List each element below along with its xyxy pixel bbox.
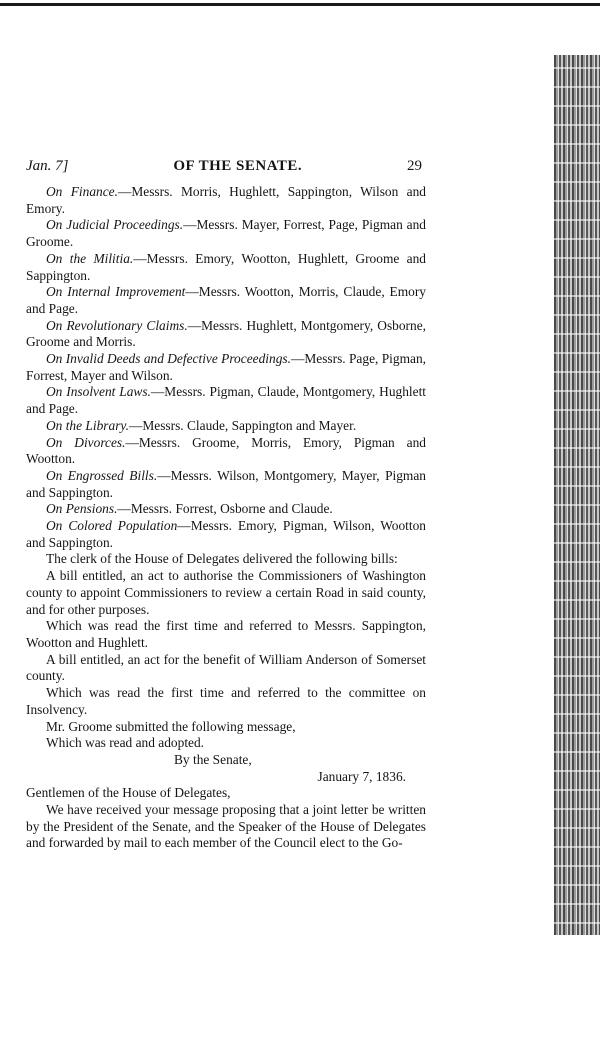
page-body: [26, 184, 426, 852]
committee-label: On the Militia.: [46, 250, 134, 266]
committee-entry: [26, 251, 426, 284]
committee-label: On Colored Population: [46, 518, 178, 534]
message-paragraph: We have received your message proposing that a joint letter be written by the President of the Senate, and the Speaker of the House of Delegates and forwarded by mail to each member of the Council elect to the Go-: [26, 802, 426, 851]
book-page: [26, 158, 426, 852]
header-date: Jan. 7]: [26, 158, 69, 174]
page-number: 29: [407, 158, 422, 174]
salutation: Gentlemen of the House of Delegates,: [26, 785, 231, 801]
committee-members: —Messrs. Hughlett, Montgomery, Osborne, Groome and Morris.: [26, 317, 426, 350]
date-line: January 7, 1836.: [317, 768, 406, 784]
committee-label: On Engrossed Bills.: [46, 467, 158, 483]
clerk-paragraph: The clerk of the House of Delegates delivered the following bills:: [46, 551, 398, 567]
committee-members: —Messrs. Emory, Wootton, Hughlett, Groome and Sappington.: [26, 250, 426, 283]
committee-label: On the Library.: [46, 417, 129, 433]
committee-entry: [26, 384, 426, 417]
committee-entry: [26, 351, 426, 384]
motion-paragraph: Mr. Groome submitted the following message,: [46, 718, 296, 734]
committee-label: On Insolvent Laws.: [46, 384, 151, 400]
committee-entry: [26, 284, 426, 317]
committee-members: —Messrs. Wootton, Morris, Claude, Emory and Page.: [26, 284, 426, 316]
referral-paragraph: Which was read the first time and referred to the committee on Insolvency.: [26, 685, 426, 717]
committee-members: —Messrs. Morris, Hughlett, Sappington, Wilson and Emory.: [26, 184, 427, 216]
committee-members: —Messrs. Page, Pigman, Forrest, Mayer and Wilson.: [26, 351, 426, 383]
adopted-paragraph: Which was read and adopted.: [46, 735, 205, 751]
committee-members: —Messrs. Groome, Morris, Emory, Pigman and Wootton.: [26, 434, 426, 467]
committee-label: On Invalid Deeds and Defective Proceedings.: [46, 351, 291, 367]
committee-members: —Messrs. Mayer, Forrest, Page, Pigman and Groome.: [26, 217, 427, 250]
committee-label: On Pensions.: [46, 501, 118, 517]
bill-paragraph: A bill entitled, an act for the benefit of William Anderson of Somerset county.: [26, 651, 426, 684]
committee-members: —Messrs. Forrest, Osborne and Claude.: [117, 501, 333, 517]
committee-members: —Messrs. Emory, Pigman, Wilson, Wootton and Sappington.: [26, 518, 426, 550]
header-title: OF THE SENATE.: [173, 158, 303, 174]
committee-entry: [26, 184, 426, 217]
committee-members: —Messrs. Pigman, Claude, Montgomery, Hughlett and Page.: [26, 384, 427, 417]
committee-entry: [26, 217, 426, 250]
committee-entry: [26, 518, 426, 551]
committee-entry: [26, 318, 426, 351]
committee-label: On Revolutionary Claims.: [46, 317, 188, 333]
signoff-line: By the Senate,: [174, 751, 252, 767]
committee-label: On Judicial Proceedings.: [46, 217, 184, 233]
committee-members: —Messrs. Claude, Sappington and Mayer.: [128, 417, 357, 433]
committee-members: —Messrs. Wilson, Montgomery, Mayer, Pigman and Sappington.: [26, 467, 426, 500]
referral-paragraph: Which was read the first time and referred to Messrs. Sappington, Wootton and Hughlett.: [26, 618, 426, 650]
committee-entry: [26, 418, 426, 435]
page-top-edge: [0, 0, 600, 10]
running-header: [26, 158, 426, 175]
committee-label: On Internal Improvement: [46, 284, 186, 300]
committee-label: On Finance.: [46, 184, 118, 199]
bill-paragraph: A bill entitled, an act to authorise the Commissioners of Washington county to appoint Commissioners to review a certain Road in said county, and for other purposes.: [26, 568, 426, 617]
committee-entry: [26, 435, 426, 468]
book-spine-texture: [554, 55, 600, 935]
committee-entry: [26, 468, 426, 501]
committee-entry: [26, 501, 426, 518]
committee-label: On Divorces.: [46, 434, 126, 450]
